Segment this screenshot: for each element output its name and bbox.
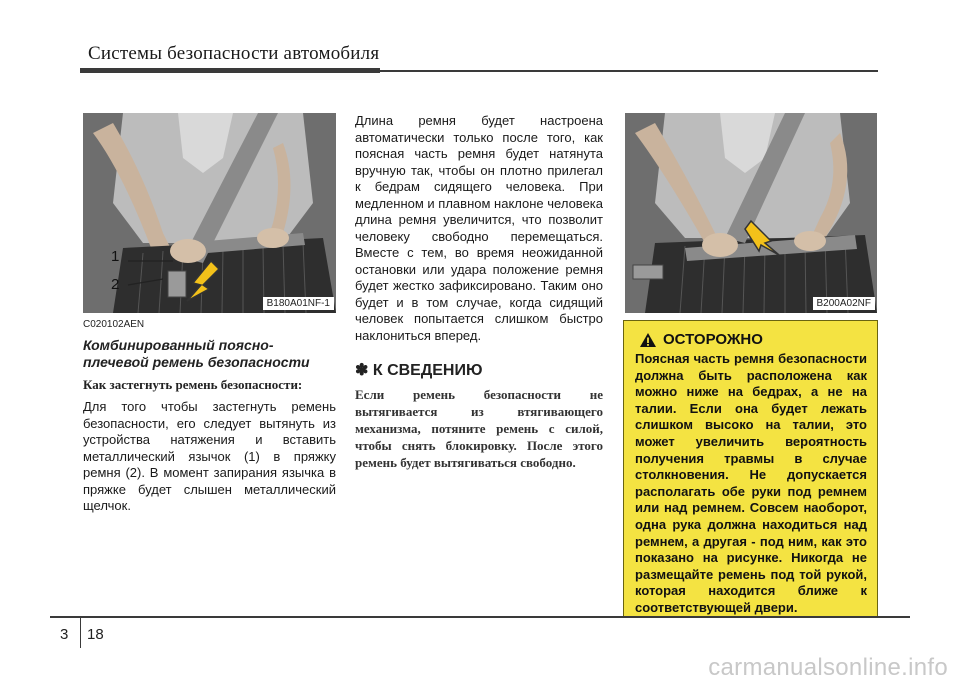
figure-code-left: B180A01NF-1 — [263, 297, 334, 310]
footer-rule — [50, 616, 910, 618]
section-body-continued: Длина ремня будет настроена автоматически только после того, как поясная часть ремня будет натянута вручную так, чтобы он плотно прилегал к бедрам сидящего человека. При медленном и плавном наклоне человека длина ремня увеличится, что позволит человеку свободно перемещаться. Вместе с тем, во время неожиданной остановки или удара положение ремня будет жестко зафиксировано. Таким оно будет и в том случае, когда сидящий человек попытается слишком быстро наклониться вперед. — [355, 113, 603, 343]
section-title: Комбинированный поясно-плечевой ремень безопасности — [83, 337, 310, 370]
header-rule-thin — [380, 70, 878, 72]
figure-code-right: B200A02NF — [813, 297, 875, 310]
info-heading: ✽ К СВЕДЕНИЮ — [355, 362, 483, 379]
warning-text: Поясная часть ремня безопасности должна быть расположена как можно ниже на бедрах, а не на талии. Если она будет лежать слишком высоко на талии, это может увеличить вероятность получения травмы в случае столкновения. Не допускается располагать обе руки под ремнем или над ремнем. Совсем наоборот, одна рука должна находиться над ремнем, а другая - под ним, как это показано на рисунке. Никогда не размещайте ремень под той рукой, которая находится ближе к соответствующей двери. — [635, 351, 867, 615]
page-header-title: Системы безопасности автомобиля — [88, 43, 380, 64]
seatbelt-position-illustration — [625, 113, 877, 313]
chapter-number: 3 — [60, 626, 69, 643]
seatbelt-buckling-illustration — [83, 113, 336, 313]
warning-triangle-icon — [639, 332, 657, 348]
seatbelt-position-photo — [625, 113, 877, 313]
callout-2-label: 2 — [111, 276, 120, 293]
seatbelt-buckling-photo — [83, 113, 336, 313]
footer-separator — [80, 618, 81, 648]
page-number: 18 — [87, 626, 104, 643]
warning-title: ОСТОРОЖНО — [663, 331, 763, 348]
callout-1-label: 1 — [111, 248, 120, 265]
info-text: Если ремень безопасности не вытягивается из втягивающего механизма, потяните ремень с силой, чтобы снять блокировку. После этого ремень будет вытягиваться свободно. — [355, 387, 603, 470]
site-watermark: carmanualsonline.info — [708, 654, 948, 681]
warning-box — [623, 320, 878, 617]
section-subtitle: Как застегнуть ремень безопасности: — [83, 377, 303, 392]
section-body: Для того чтобы застегнуть ремень безопасности, его следует вытянуть из устройства натяжения и вставить металлический язычок (1) в пряжку ремня (2). В момент запирания язычка в пряжке будет слышен металлический щелчок. — [83, 399, 336, 513]
header-rule-thick — [80, 68, 380, 73]
column-left — [83, 319, 336, 515]
section-code: C020102AEN — [83, 319, 145, 330]
warning-header — [639, 331, 867, 348]
column-middle — [355, 113, 603, 471]
